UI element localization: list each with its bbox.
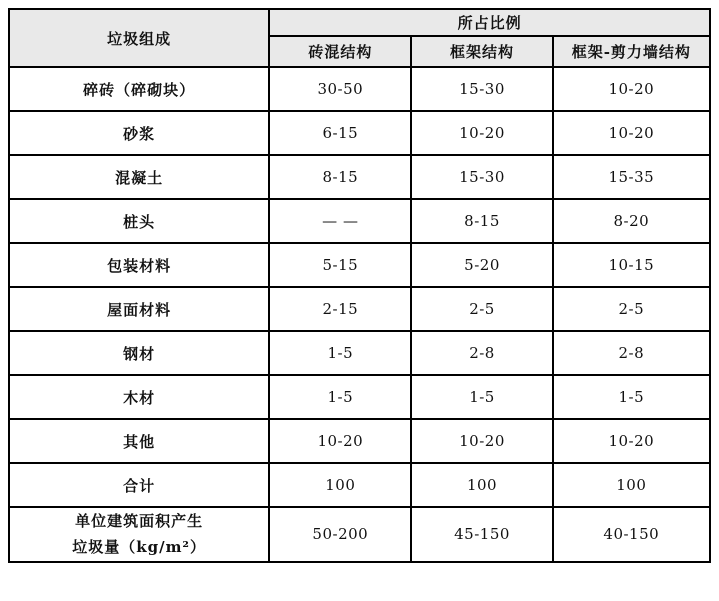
- table-cell: 1-5: [269, 331, 411, 375]
- row-label: 屋面材料: [9, 287, 269, 331]
- table-row-roofing-material: [9, 287, 710, 331]
- table-cell: 5-20: [411, 243, 552, 287]
- table-cell: 8-15: [411, 199, 552, 243]
- table-cell: 1-5: [269, 375, 411, 419]
- table-cell: 5-15: [269, 243, 411, 287]
- table-cell: 45-150: [411, 507, 552, 562]
- table-cell: 2-8: [553, 331, 710, 375]
- row-label: 其他: [9, 419, 269, 463]
- row-label-line1: 单位建筑面积产生: [75, 512, 204, 530]
- row-label: 砂浆: [9, 111, 269, 155]
- table-cell: 10-20: [553, 419, 710, 463]
- header-proportion-group: 所占比例: [269, 9, 710, 36]
- table-row-broken-brick: [9, 67, 710, 111]
- table-cell: 15-35: [553, 155, 710, 199]
- table-row-packaging-material: [9, 243, 710, 287]
- table-cell: 100: [269, 463, 411, 507]
- table-cell: 10-20: [269, 419, 411, 463]
- header-frame-shear-wall-structure: 框架-剪力墙结构: [553, 36, 710, 67]
- row-label: 包装材料: [9, 243, 269, 287]
- row-label: [9, 507, 269, 562]
- table-row-steel: [9, 331, 710, 375]
- table-cell: 10-20: [411, 111, 552, 155]
- table-cell: 15-30: [411, 67, 552, 111]
- table-row-waste-per-unit-area: [9, 507, 710, 562]
- table-cell: 8-20: [553, 199, 710, 243]
- table-row-wood: [9, 375, 710, 419]
- table-cell: 2-5: [411, 287, 552, 331]
- waste-composition-table: [8, 8, 711, 563]
- table-cell: 30-50: [269, 67, 411, 111]
- table-cell: 10-20: [553, 111, 710, 155]
- table-cell: 100: [553, 463, 710, 507]
- table-cell: 2-15: [269, 287, 411, 331]
- row-label-line2: 垃圾量（kg/m²）: [72, 538, 207, 557]
- header-waste-composition: 垃圾组成: [9, 9, 269, 67]
- table-cell: — —: [269, 199, 411, 243]
- table-cell: 2-5: [553, 287, 710, 331]
- table-cell: 100: [411, 463, 552, 507]
- table-cell: 15-30: [411, 155, 552, 199]
- table-row-concrete: [9, 155, 710, 199]
- table-cell: 10-15: [553, 243, 710, 287]
- row-label: 合计: [9, 463, 269, 507]
- table-cell: 10-20: [411, 419, 552, 463]
- table-cell: 40-150: [553, 507, 710, 562]
- header-frame-structure: 框架结构: [411, 36, 552, 67]
- table-cell: 6-15: [269, 111, 411, 155]
- table-row-mortar: [9, 111, 710, 155]
- row-label: 钢材: [9, 331, 269, 375]
- table-row-pile-head: [9, 199, 710, 243]
- table-cell: 8-15: [269, 155, 411, 199]
- table-row-other: [9, 419, 710, 463]
- row-label: 木材: [9, 375, 269, 419]
- table-cell: 1-5: [411, 375, 552, 419]
- table-row-total: [9, 463, 710, 507]
- header-row-group: [9, 9, 710, 36]
- table-cell: 50-200: [269, 507, 411, 562]
- table-cell: 10-20: [553, 67, 710, 111]
- row-label: 混凝土: [9, 155, 269, 199]
- table-cell: 2-8: [411, 331, 552, 375]
- header-brick-concrete-structure: 砖混结构: [269, 36, 411, 67]
- row-label: 桩头: [9, 199, 269, 243]
- row-label: 碎砖（碎砌块）: [9, 67, 269, 111]
- table-cell: 1-5: [553, 375, 710, 419]
